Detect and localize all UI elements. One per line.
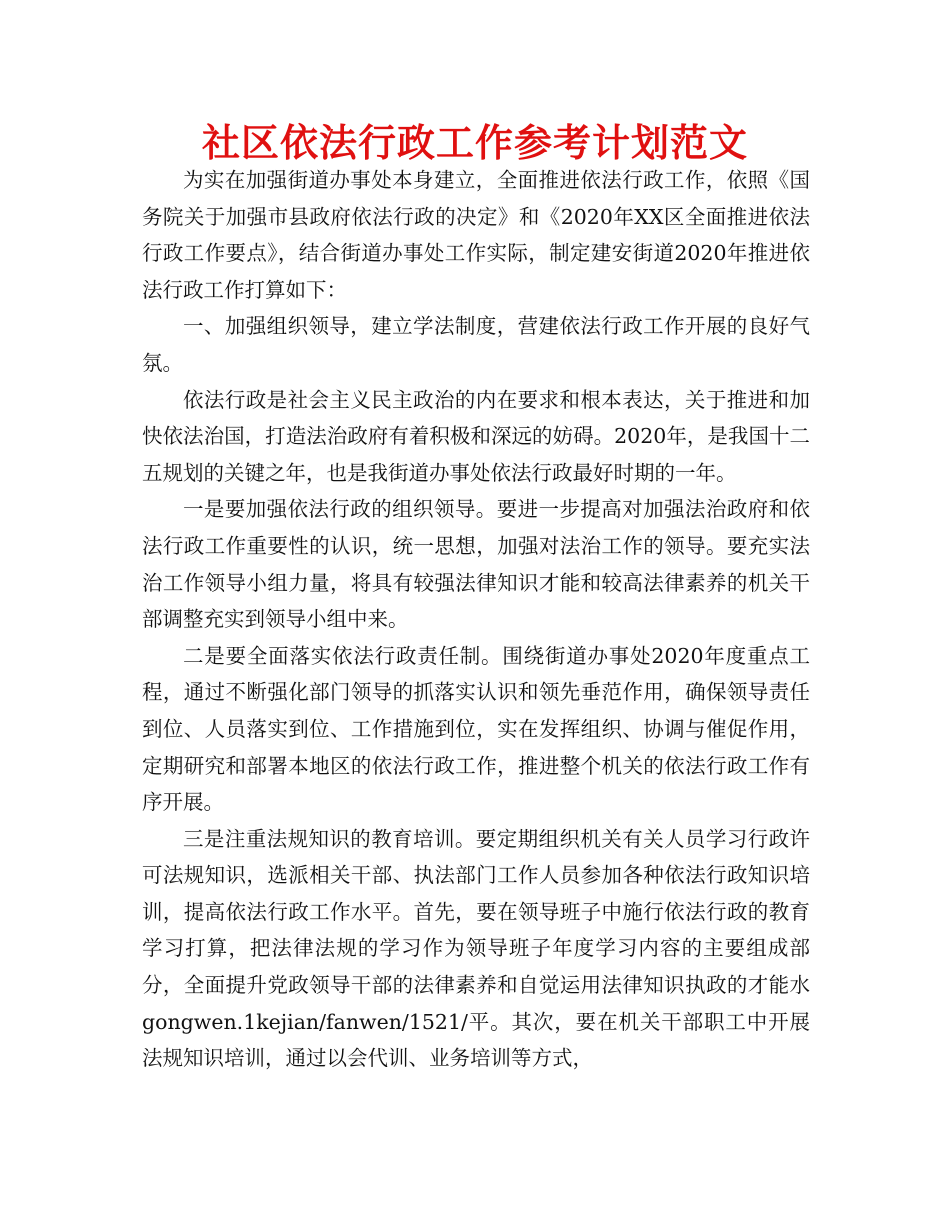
paragraph-point-one: 一是要加强依法行政的组织领导。要进一步提高对加强法治政府和依法行政工作重要性的认识，统一思想，加强对法治工作的领导。要充实法治工作领导小组力量，将具有较强法律知识才能和较高法律素养的机关干部调整充实到领导小组中来。 — [142, 497, 810, 632]
document-title: 社区依法行政工作参考计划范文 — [201, 121, 748, 165]
paragraph-point-three: 三是注重法规知识的教育培训。要定期组织机关有关人员学习行政许可法规知识，选派相关干部、执法部门工作人员参加各种依法行政知识培训，提高依法行政工作水平。首先，要在领导班子中施行依法行政的教育学习打算，把法律法规的学习作为领导班子年度学习内容的主要组成部分，全面提升党政领导干部的法律素养和自觉运用法律知识执政的才能水gongwen.1kejian/fanwen/1521/平。其次，要在机关干部职工中开展法规知识培训，通过以会代训、业务培训等方式， — [142, 826, 810, 1071]
paragraph-point-two: 二是要全面落实依法行政责任制。围绕街道办事处2020年度重点工程，通过不断强化部门领导的抓落实认识和领先垂范作用，确保领导责任到位、人员落实到位、工作措施到位，实在发挥组织、协调与催促作用，定期研究和部署本地区的依法行政工作，推进整个机关的依法行政工作有序开展。 — [142, 643, 810, 815]
paragraph-importance: 依法行政是社会主义民主政治的内在要求和根本表达，关于推进和加快依法治国，打造法治政府有着积极和深远的妨碍。2020年，是我国十二五规划的关键之年，也是我街道办事处依法行政最好时期的一年。 — [142, 387, 810, 485]
paragraph-intro: 为实在加强街道办事处本身建立，全面推进依法行政工作，依照《国务院关于加强市县政府依法行政的决定》和《2020年XX区全面推进依法行政工作要点》，结合街道办事处工作实际，制定建安街道2020年推进依法行政工作打算如下： — [142, 168, 810, 302]
paragraph-section-heading: 一、加强组织领导，建立学法制度，营建依法行政工作开展的良好气氛。 — [142, 314, 810, 375]
document-body — [142, 162, 810, 1077]
